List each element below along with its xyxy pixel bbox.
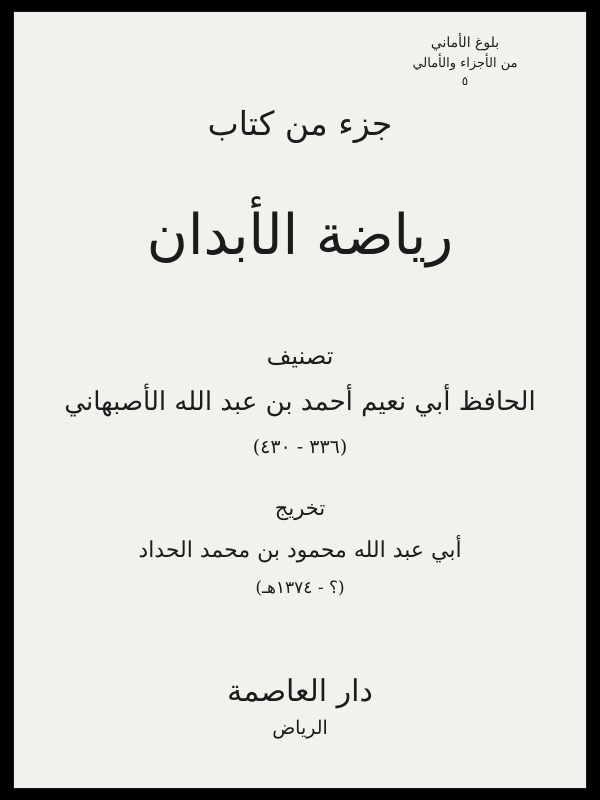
editor-name: أبي عبد الله محمود بن محمد الحداد xyxy=(138,538,462,563)
book-title: رياضة الأبدان xyxy=(146,203,454,268)
editor-dates: (؟ - ١٣٧٤هـ) xyxy=(255,578,345,598)
cover-content xyxy=(14,12,586,788)
author-dates: (٣٣٦ - ٤٣٠) xyxy=(252,436,348,458)
series-title-line2: من الأجزاء والأمالي xyxy=(412,55,518,71)
publisher-city: الرياض xyxy=(272,717,328,739)
attribution-label: تصنيف xyxy=(266,342,334,370)
series-block xyxy=(370,34,560,90)
editor-label: تخريج xyxy=(274,496,326,520)
series-title-line1: بلوغ الأماني xyxy=(430,35,500,51)
author-name: الحافظ أبي نعيم أحمد بن عبد الله الأصبهاني xyxy=(64,387,536,417)
book-cover-page xyxy=(14,12,586,788)
part-of-book-label: جزء من كتاب xyxy=(207,104,393,143)
publisher-name: دار العاصمة xyxy=(227,674,373,709)
series-number: ٥ xyxy=(461,74,469,89)
